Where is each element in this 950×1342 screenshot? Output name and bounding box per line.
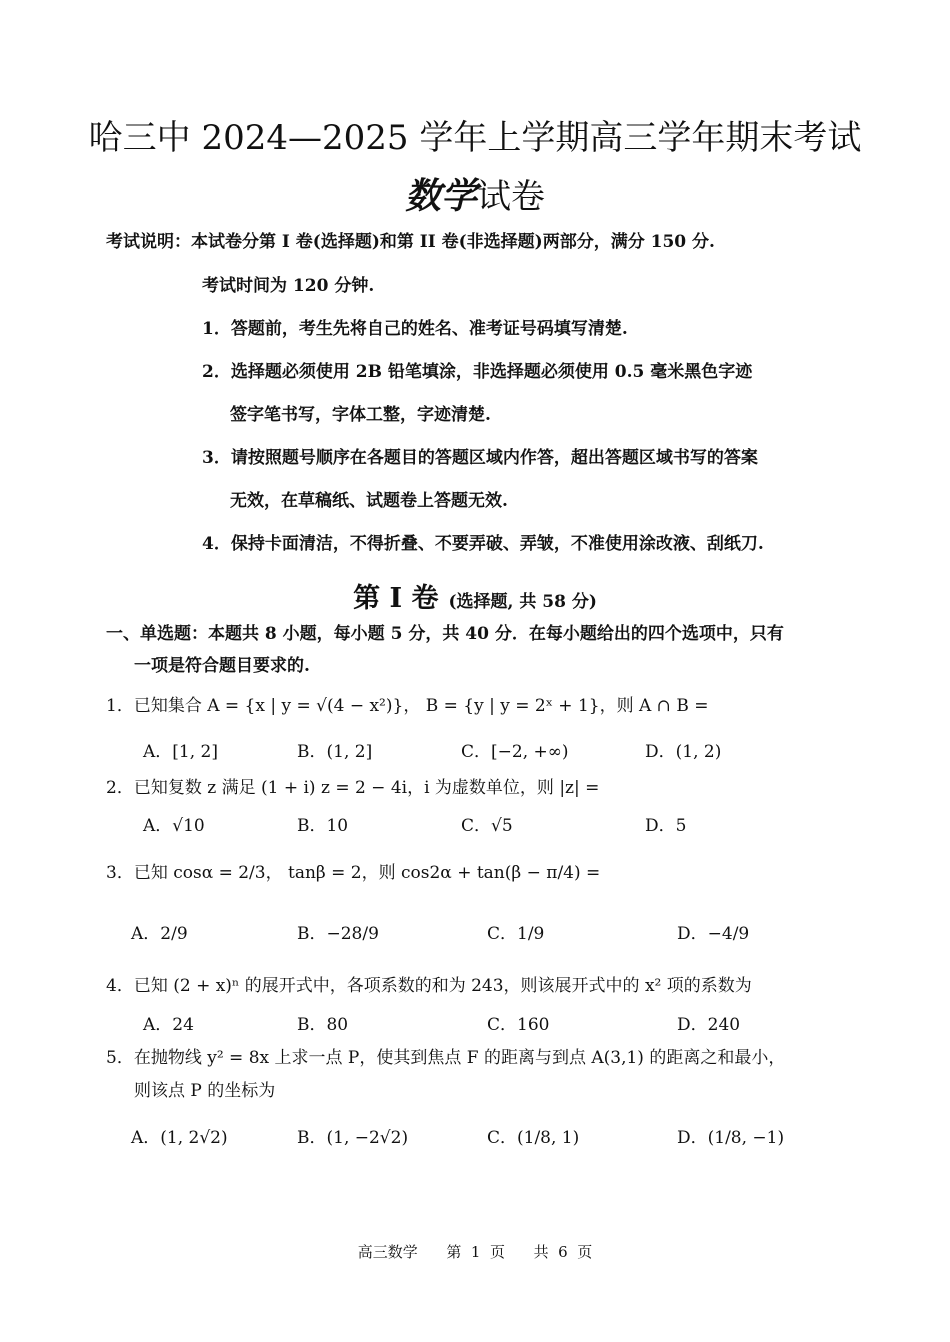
question-3-option-b: B．−28/9 [297,924,379,944]
question-5-stem-cont: 则该点 P 的坐标为 [134,1081,276,1101]
section-heading [0,576,950,615]
question-4-option-a: A．24 [143,1015,194,1035]
instruction-item: 2．选择题必须使用 2B 铅笔填涂，非选择题必须使用 0.5 毫米黑色字迹 [202,362,753,382]
instructions-line1 [106,231,715,253]
page-footer: 高三数学 第 1 页 共 6 页 [357,1243,593,1261]
subtitle-rest: 试卷 [477,177,545,217]
question-1-option-d: D．(1, 2) [645,742,722,762]
question-3-option-d: D．−4/9 [677,924,750,944]
question-5-option-c: C．(1/8, 1) [487,1128,580,1148]
instruction-item: 签字笔书写，字体工整，字迹清楚. [230,405,491,425]
question-2-option-a: A．√10 [143,816,205,836]
question-4-option-b: B．80 [297,1015,349,1035]
question-4-stem: 4．已知 (2 + x)ⁿ 的展开式中，各项系数的和为 243，则该展开式中的 x² 项的系数为 [106,976,752,996]
question-4-option-c: C．160 [487,1015,550,1035]
question-5-option-d: D．(1/8, −1) [677,1128,785,1148]
instruction-item: 无效，在草稿纸、试题卷上答题无效. [230,491,508,511]
instructions-label: 考试说明： [106,232,191,252]
question-2-option-b: B．10 [297,816,349,836]
question-5-stem: 5．在抛物线 y² = 8x 上求一点 P，使其到焦点 F 的距离与到点 A(3,1) 的距离之和最小， [106,1048,786,1068]
section-subtitle: (选择题, 共 58 分) [448,592,597,612]
question-1-option-a: A．[1, 2] [143,742,218,762]
question-5-option-b: B．(1, −2√2) [297,1128,409,1148]
question-4-option-d: D．240 [677,1015,741,1035]
instructions-text: 本试卷分第 I 卷(选择题)和第 II 卷(非选择题)两部分，满分 150 分. [191,232,715,252]
exam-subtitle [0,168,950,219]
question-3-option-c: C．1/9 [487,924,545,944]
instruction-item: 1．答题前，考生先将自己的姓名、准考证号码填写清楚. [202,319,628,339]
question-2-stem: 2．已知复数 z 满足 (1 + i) z = 2 − 4i，i 为虚数单位，则 |z| = [106,778,600,798]
question-3-option-a: A．2/9 [131,924,188,944]
question-5-option-a: A．(1, 2√2) [131,1128,228,1148]
question-1-option-c: C．[−2, +∞) [461,742,569,762]
exam-title: 哈三中 2024—2025 学年上学期高三学年期末考试 [88,118,862,158]
question-2-option-c: C．√5 [461,816,513,836]
instructions-line2: 考试时间为 120 分钟. [202,276,375,296]
question-1-option-b: B．(1, 2] [297,742,373,762]
question-2-option-d: D．5 [645,816,687,836]
subtitle-bold: 数学 [404,175,477,217]
instruction-item: 3．请按照题号顺序在各题目的答题区域内作答，超出答题区域书写的答案 [202,448,758,468]
question-3-stem: 3．已知 cosα = 2/3， tanβ = 2，则 cos2α + tan(β − π/4) = [106,863,601,883]
question-1-stem: 1．已知集合 A = {x | y = √(4 − x²)}， B = {y | y = 2ˣ + 1}，则 A ∩ B = [106,696,709,716]
instruction-item: 4．保持卡面清洁，不得折叠、不要弄破、弄皱，不准使用涂改液、刮纸刀. [202,534,764,554]
part1-instruction: 一、单选题：本题共 8 小题，每小题 5 分，共 40 分．在每小题给出的四个选项中，只有 [106,624,784,644]
part1-instruction-cont: 一项是符合题目要求的. [134,656,310,676]
section-title: 第 I 卷 [353,583,439,614]
